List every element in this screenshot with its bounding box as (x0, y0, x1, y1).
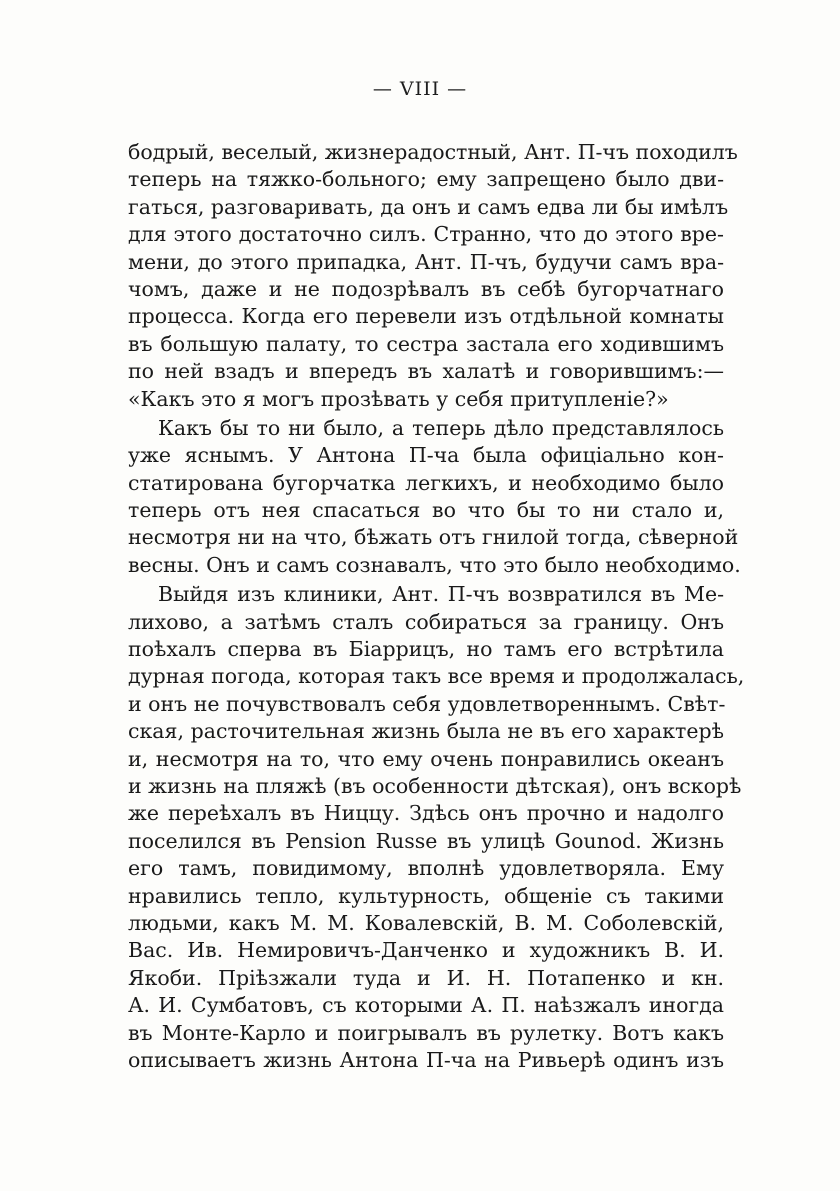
text-line: Какъ бы то ни было, а теперь дѣло представлялось (158, 415, 724, 440)
text-line: бодрый, веселый, жизнерадостный, Ант. П-чъ походилъ (128, 140, 738, 164)
text-line: процесса. Когда его перевели изъ отдѣльной комнаты (128, 304, 724, 329)
text-line: уже яснымъ. У Антона П-ча была офиціально кон- (128, 443, 724, 468)
text-line: описываетъ жизнь Антона П-ча на Ривьерѣ одинъ изъ (128, 1047, 724, 1072)
text-line: поѣхалъ сперва въ Біаррицъ, но тамъ его встрѣтила (128, 637, 724, 662)
page-number: — VIII — (372, 78, 468, 100)
text-line: Якоби. Пріѣзжали туда и И. Н. Потапенко и кн. (128, 965, 724, 990)
text-line: нравились тепло, культурность, общеніе съ такими (128, 883, 724, 908)
text-line: и, несмотря на то, что ему очень понравились океанъ (128, 746, 724, 771)
text-line: теперь на тяжко-больного; ему запрещено было дви- (128, 167, 724, 192)
text-line: Вас. Ив. Немировичъ-Данченко и художникъ В. И. (128, 938, 724, 963)
text-line: и онъ не почувствовалъ себя удовлетвореннымъ. Свѣт- (128, 691, 726, 716)
text-line: чомъ, даже и не подозрѣвалъ въ себѣ бугорчатнаго (128, 276, 724, 301)
text-line: и жизнь на пляжѣ (въ особенности дѣтская), онъ вскорѣ (128, 773, 742, 798)
text-line: по ней взадъ и впередъ въ халатѣ и говорившимъ:— (128, 359, 724, 384)
paragraph (128, 415, 741, 579)
paragraph (128, 139, 738, 413)
text-line: въ большую палату, то сестра застала его ходившимъ (128, 331, 724, 356)
text-line: А. И. Сумбатовъ, съ которыми А. П. наѣзжалъ иногда (128, 993, 724, 1018)
text-line: его тамъ, повидимому, вполнѣ удовлетворяла. Ему (128, 856, 724, 881)
text-line: гаться, разговаривать, да онъ и самъ едва ли бы имѣлъ (128, 194, 729, 219)
text-line: дурная погода, которая такъ все время и продолжалась, (128, 664, 745, 689)
text-line: статирована бугорчатка легкихъ, и необходимо было (128, 470, 724, 495)
text-line: Выйдя изъ клиники, Ант. П-чъ возвратился въ Ме- (158, 582, 724, 607)
paragraph (128, 581, 745, 1074)
text-line: «Какъ это я могъ прозѣвать у себя притупленіе?» (128, 386, 669, 411)
text-line: теперь отъ нея спасаться во что бы то ни стало и, (128, 498, 724, 523)
text-line: мени, до этого припадка, Ант. П-чъ, будучи самъ вра- (128, 249, 724, 274)
text-line: весны. Онъ и самъ сознавалъ, что это было необходимо. (128, 552, 741, 577)
text-line: же переѣхалъ въ Ниццу. Здѣсь онъ прочно и надолго (128, 801, 724, 826)
text-line: поселился въ Pension Russe въ улицѣ Gounod. Жизнь (128, 828, 724, 853)
body-text (128, 139, 745, 1076)
text-line: людьми, какъ М. М. Ковалевскій, В. М. Соболевскій, (128, 910, 724, 935)
text-line: несмотря ни на что, бѣжать отъ гнилой тогда, сѣверной (128, 525, 739, 550)
text-line: лихово, а затѣмъ сталъ собираться за границу. Онъ (128, 609, 724, 634)
text-line: ская, расточительная жизнь была не въ его характерѣ (128, 719, 724, 744)
text-line: для этого достаточно силъ. Странно, что до этого вре- (128, 222, 724, 247)
text-line: въ Монте-Карло и поигрывалъ въ рулетку. Вотъ какъ (128, 1020, 724, 1045)
